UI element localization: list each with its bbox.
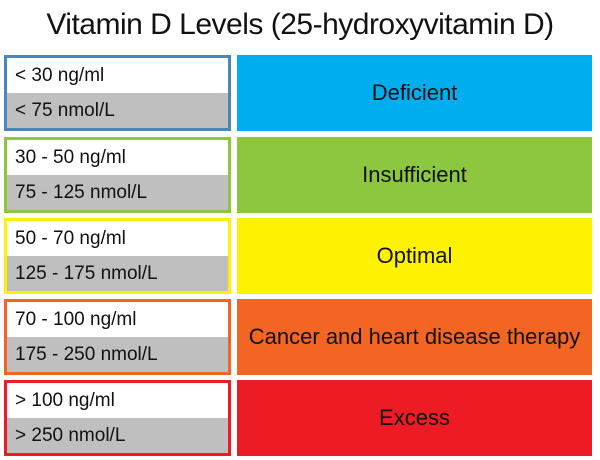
range-box bbox=[4, 380, 231, 456]
page-title: Vitamin D Levels (25-hydroxyvitamin D) bbox=[46, 8, 554, 41]
range-box bbox=[4, 218, 231, 294]
nmol-range: 125 - 175 nmol/L bbox=[7, 256, 228, 291]
nmol-range: 75 - 125 nmol/L bbox=[7, 175, 228, 210]
level-label: Cancer and heart disease therapy bbox=[237, 299, 592, 375]
range-box bbox=[4, 55, 231, 131]
level-row-excess bbox=[4, 380, 592, 456]
ng-range: 30 - 50 ng/ml bbox=[15, 147, 126, 168]
level-row-optimal bbox=[4, 218, 592, 294]
level-row-insufficient bbox=[4, 137, 592, 213]
ng-range: 70 - 100 ng/ml bbox=[15, 309, 137, 330]
level-label: Optimal bbox=[237, 218, 592, 294]
level-label: Insufficient bbox=[237, 137, 592, 213]
ng-range: 50 - 70 ng/ml bbox=[15, 228, 126, 249]
nmol-range: 175 - 250 nmol/L bbox=[7, 337, 228, 372]
level-label: Excess bbox=[237, 380, 592, 456]
ng-range: > 100 ng/ml bbox=[15, 390, 115, 411]
level-label: Deficient bbox=[237, 55, 592, 131]
ng-range: < 30 ng/ml bbox=[15, 65, 105, 86]
level-row-deficient bbox=[4, 55, 592, 131]
nmol-range: > 250 nmol/L bbox=[7, 418, 228, 453]
range-box bbox=[4, 299, 231, 375]
range-box bbox=[4, 137, 231, 213]
level-row-therapy bbox=[4, 299, 592, 375]
nmol-range: < 75 nmol/L bbox=[7, 93, 228, 128]
